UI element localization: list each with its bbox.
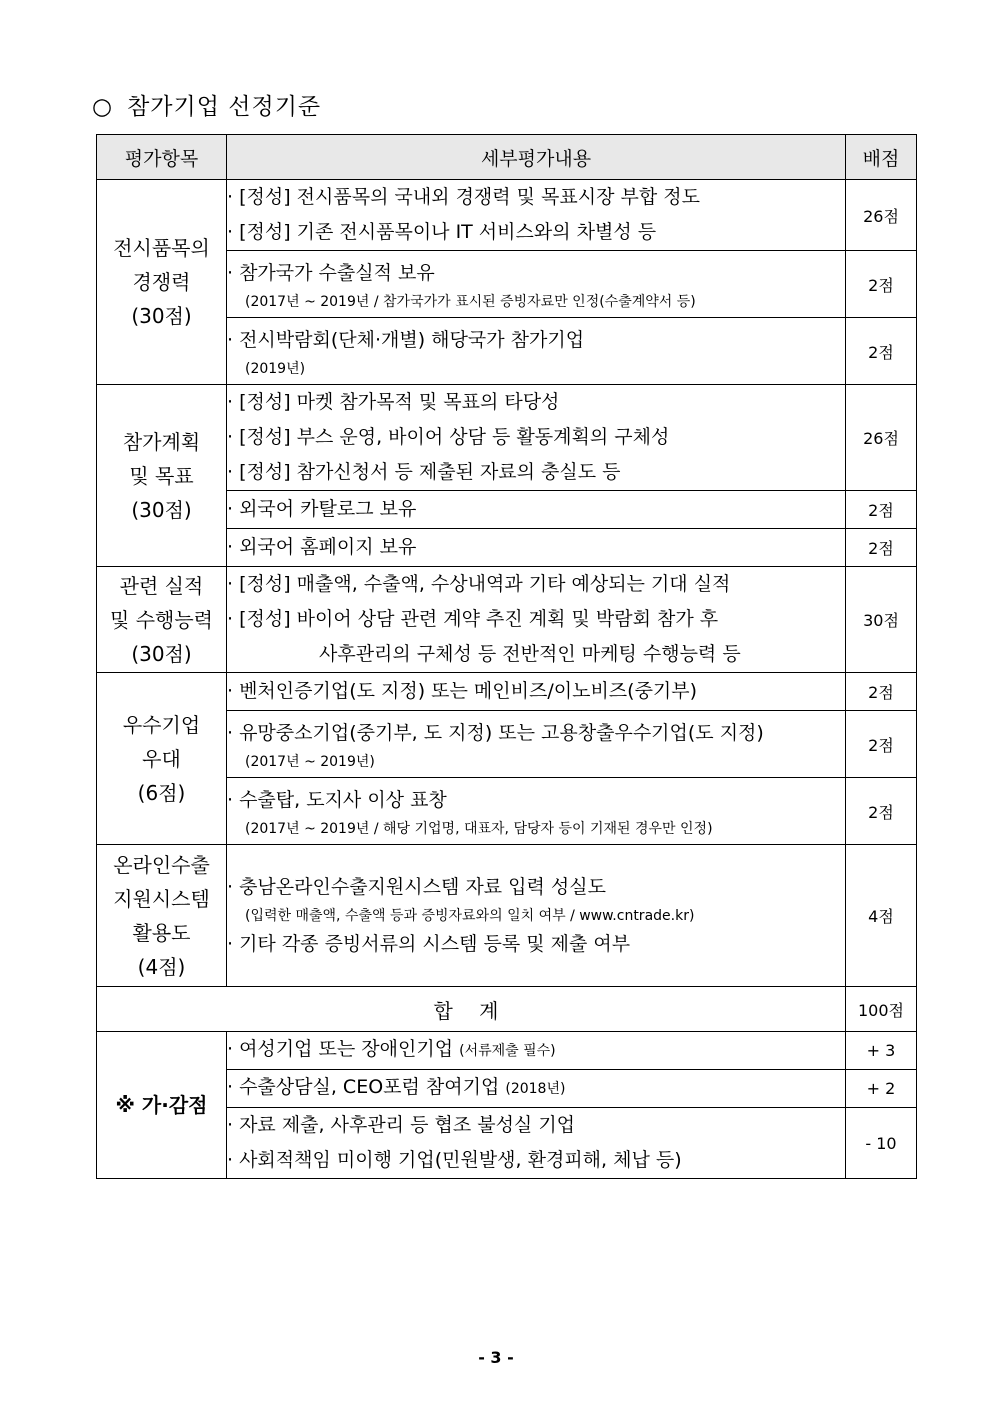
category-cell: 관련 실적 및 수행능력 (30점) [97,567,227,673]
table-header-row [97,135,917,180]
points-cell: 2점 [846,529,917,567]
points-cell: 2점 [846,491,917,529]
table-row [97,673,917,711]
table-row [97,180,917,251]
header-category: 평가항목 [97,135,227,180]
category-cell: 온라인수출 지원시스템 활용도 (4점) [97,845,227,987]
points-cell: 2점 [846,673,917,711]
header-detail: 세부평가내용 [227,135,846,180]
section-heading [92,88,321,121]
header-points: 배점 [846,135,917,180]
table-row [97,385,917,491]
total-points: 100점 [846,987,917,1032]
detail-cell: · 충남온라인수출지원시스템 자료 입력 성실도 (입력한 매출액, 수출액 등과 증빙자료와의 일치 여부 / www.cntrade.kr) · 기타 각종 증빙서류의 시스템 등록 및 제출 여부 [227,845,846,987]
points-cell: 30점 [846,567,917,673]
table-row [97,567,917,673]
detail-cell: · 참가국가 수출실적 보유 (2017년 ~ 2019년 / 참가국가가 표시된 증빙자료만 인정(수출계약서 등) [227,251,846,318]
points-cell: 2점 [846,778,917,845]
circle-bullet-icon: ○ [92,94,114,120]
detail-cell: · [정성] 매출액, 수출액, 수상내역과 기타 예상되는 기대 실적 · [정성] 바이어 상담 관련 계약 추진 계획 및 박람회 참가 후 사후관리의 구체성 등 전반적인 마케팅 수행능력 등 [227,567,846,673]
points-cell: 2점 [846,711,917,778]
detail-cell: · [정성] 전시품목의 국내외 경쟁력 및 목표시장 부합 정도 · [정성] 기존 전시품목이나 IT 서비스와의 차별성 등 [227,180,846,251]
total-label: 합 계 [97,987,846,1032]
points-cell: + 2 [846,1070,917,1108]
table-row [97,1032,917,1070]
total-row [97,987,917,1032]
detail-cell: · 외국어 카탈로그 보유 [227,491,846,529]
detail-cell: · 외국어 홈페이지 보유 [227,529,846,567]
points-cell: 26점 [846,385,917,491]
detail-cell: · 수출상담실, CEO포럼 참여기업 (2018년) [227,1070,846,1108]
detail-cell: · 수출탑, 도지사 이상 표창 (2017년 ~ 2019년 / 해당 기업명, 대표자, 담당자 등이 기재된 경우만 인정) [227,778,846,845]
section-heading-text: 참가기업 선정기준 [127,94,322,120]
detail-cell: · 여성기업 또는 장애인기업 (서류제출 필수) [227,1032,846,1070]
detail-cell: · 전시박람회(단체·개별) 해당국가 참가기업 (2019년) [227,318,846,385]
points-cell: + 3 [846,1032,917,1070]
bonus-category-cell: ※ 가·감점 [97,1032,227,1179]
points-cell: - 10 [846,1108,917,1179]
detail-cell: · 유망중소기업(중기부, 도 지정) 또는 고용창출우수기업(도 지정) (2017년 ~ 2019년) [227,711,846,778]
criteria-table [96,134,917,1179]
points-cell: 4점 [846,845,917,987]
page-number: - 3 - [478,1348,514,1367]
points-cell: 2점 [846,251,917,318]
category-cell: 전시품목의 경쟁력 (30점) [97,180,227,385]
detail-cell: · 벤처인증기업(도 지정) 또는 메인비즈/이노비즈(중기부) [227,673,846,711]
table-row [97,845,917,987]
points-cell: 26점 [846,180,917,251]
detail-cell: · 자료 제출, 사후관리 등 협조 불성실 기업 · 사회적책임 미이행 기업(민원발생, 환경피해, 체납 등) [227,1108,846,1179]
category-cell: 참가계획 및 목표 (30점) [97,385,227,567]
category-cell: 우수기업 우대 (6점) [97,673,227,845]
points-cell: 2점 [846,318,917,385]
detail-cell: · [정성] 마켓 참가목적 및 목표의 타당성 · [정성] 부스 운영, 바이어 상담 등 활동계획의 구체성 · [정성] 참가신청서 등 제출된 자료의 충실도 등 [227,385,846,491]
